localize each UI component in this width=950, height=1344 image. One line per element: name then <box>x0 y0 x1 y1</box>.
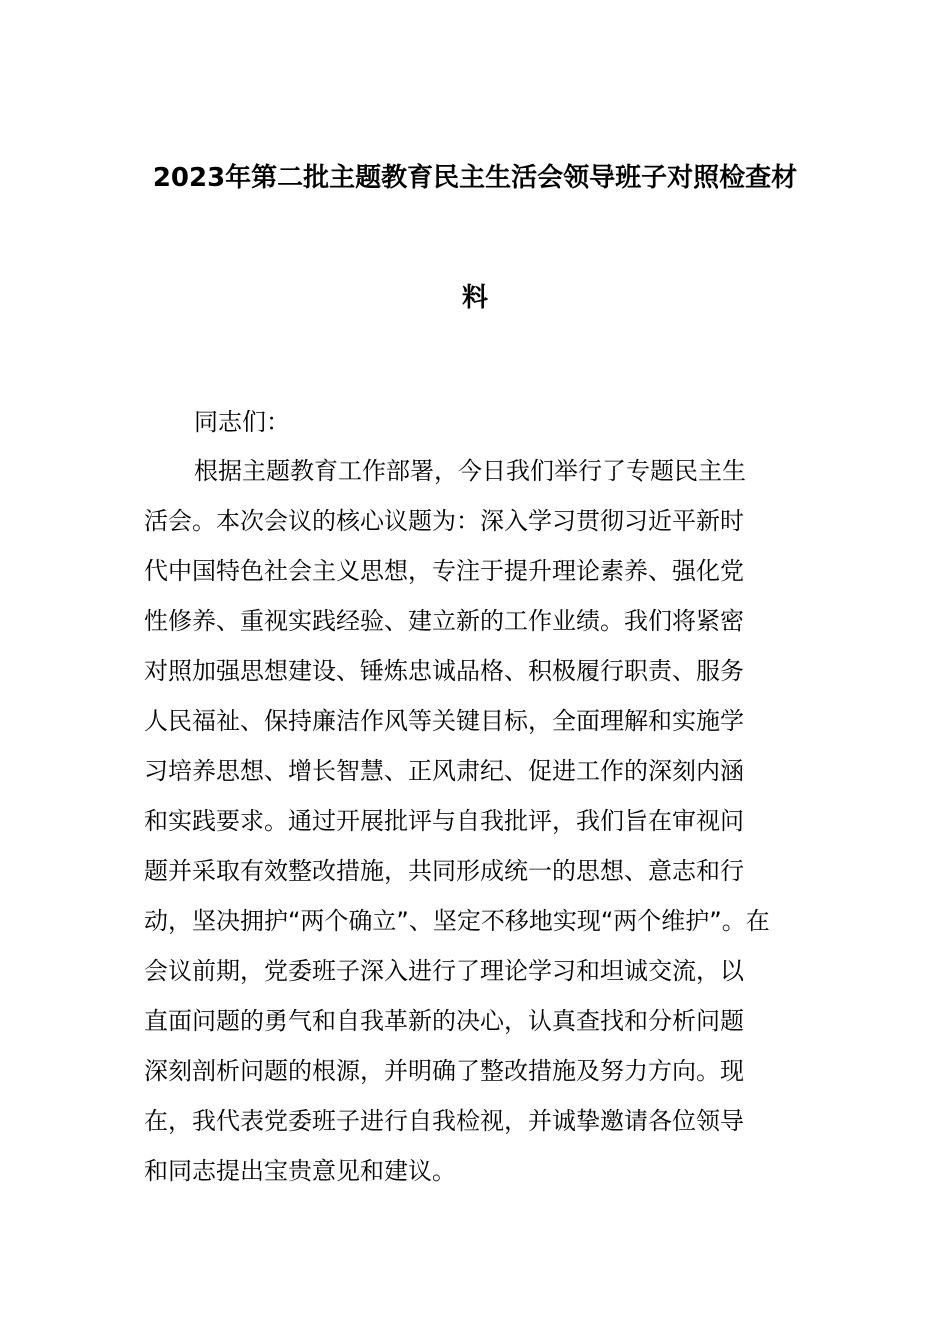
paragraph-line: 活会。本次会议的核心议题为：深入学习贯彻习近平新时 <box>144 507 744 535</box>
paragraph-line: 代中国特色社会主义思想，专注于提升理论素养、强化党 <box>144 557 744 585</box>
greeting: 同志们： <box>194 408 290 436</box>
paragraph-line: 和实践要求。通过开展批评与自我批评，我们旨在审视问 <box>144 807 744 835</box>
body-paragraph <box>144 446 806 1196</box>
paragraph-line: 和同志提出宝贵意见和建议。 <box>144 1157 456 1185</box>
paragraph-line: 深刻剖析问题的根源，并明确了整改措施及努力方向。现 <box>144 1057 744 1085</box>
paragraph-line: 在，我代表党委班子进行自我检视，并诚挚邀请各位领导 <box>144 1107 744 1135</box>
paragraph-line: 根据主题教育工作部署，今日我们举行了专题民主生 <box>194 457 746 485</box>
paragraph-line: 题并采取有效整改措施，共同形成统一的思想、意志和行 <box>144 857 744 885</box>
paragraph-line: 会议前期，党委班子深入进行了理论学习和坦诚交流，以 <box>144 957 744 985</box>
paragraph-line: 动，坚决拥护“两个确立”、坚定不移地实现“两个维护”。在 <box>144 907 770 935</box>
document-title-line-2: 料 <box>461 283 488 313</box>
paragraph-line: 直面问题的勇气和自我革新的决心，认真查找和分析问题 <box>144 1007 744 1035</box>
document-title-line-1: 2023年第二批主题教育民主生活会领导班子对照检查材 <box>152 163 798 193</box>
paragraph-line: 习培养思想、增长智慧、正风肃纪、促进工作的深刻内涵 <box>144 757 744 785</box>
paragraph-line: 对照加强思想建设、锤炼忠诚品格、积极履行职责、服务 <box>144 657 744 685</box>
paragraph-line: 人民福祉、保持廉洁作风等关键目标，全面理解和实施学 <box>144 707 744 735</box>
paragraph-line: 性修养、重视实践经验、建立新的工作业绩。我们将紧密 <box>144 607 744 635</box>
